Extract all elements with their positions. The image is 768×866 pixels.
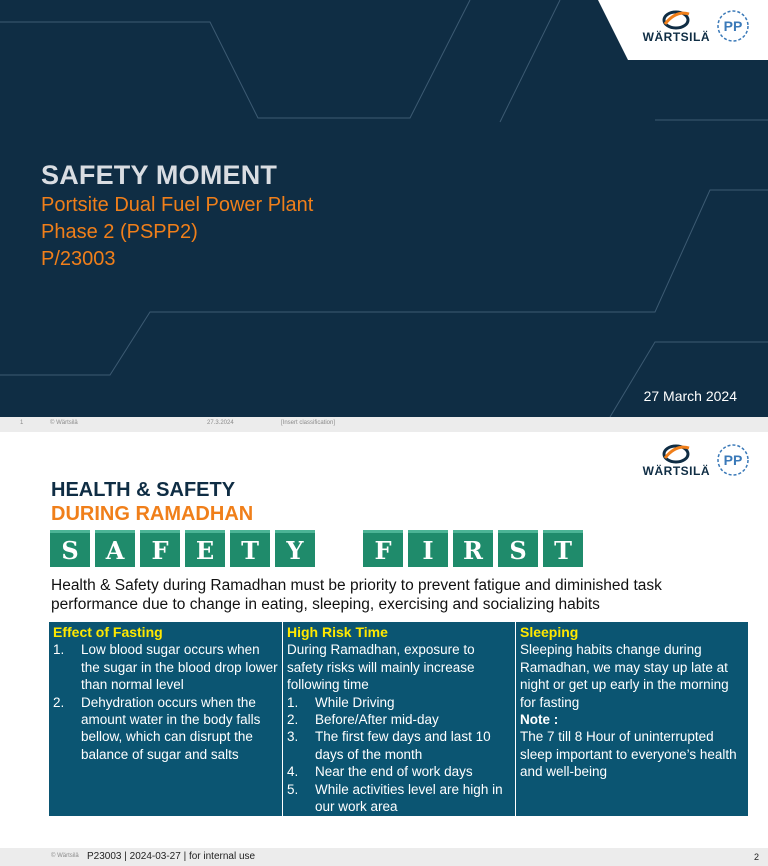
wartsila-wordmark: WÄRTSILÄ [642,464,710,478]
subtitle-line-3: P/23003 [41,248,116,270]
heading-health-safety: HEALTH & SAFETY [51,479,236,501]
intro-line-1: Health & Safety during Ramadhan must be priority to prevent fatigue and diminished task [51,577,662,594]
column-intro: During Ramadhan, exposure to safety risks will mainly increase following time [287,642,475,693]
wartsila-logo [643,8,710,44]
banner-tile: A [95,530,135,567]
footer-copyright: © Wärtsilä [51,853,79,859]
column-effect-of-fasting [49,622,283,816]
column-high-risk-time [283,622,516,816]
list-item: 3. The first few days and last 10 days of the month [287,729,491,762]
wartsila-wordmark: WÄRTSILÄ [642,30,710,44]
pp-logo-icon [716,443,750,477]
wartsila-logo-icon [661,8,691,32]
heading-ramadhan: DURING RAMADHAN [51,503,254,525]
svg-text:PP: PP [723,452,743,468]
banner-tile: E [185,530,225,567]
banner-tile: T [543,530,583,567]
wartsila-logo [643,442,710,478]
banner-tile: I [408,530,448,567]
strip-copyright: © Wärtsilä [50,420,78,426]
list-item: 2. Dehydration occurs when the amount water in the body falls bellow, which can disrupt the balance of sugar and salts [53,694,261,762]
intro-line-2: performance due to change in eating, sleeping, exercising and socializing habits [51,596,600,613]
column-header: Effect of Fasting [53,624,163,640]
logo-group [643,8,750,44]
list-item: 1. Low blood sugar occurs when the sugar in the blood drop lower than normal level [53,642,278,693]
svg-text:PP: PP [723,18,743,34]
list-item: 1. While Driving [287,694,395,710]
note-label: Note : [520,712,559,728]
strip-date: 27.3.2024 [207,420,234,426]
banner-tile: Y [275,530,315,567]
wartsila-logo-icon [661,442,691,466]
sleeping-text: Sleeping habits change during Ramadhan, we may stay up late at night or get up early in the morning for fasting [520,642,729,710]
logo-group-2 [643,442,750,478]
info-table [49,622,748,816]
banner-tile: F [363,530,403,567]
strip-page: 1 [20,420,24,426]
banner-tile: R [453,530,493,567]
column-header: Sleeping [520,624,579,640]
note-text: The 7 till 8 Hour of uninterrupted sleep important to everyone’s health and well-being [520,729,737,780]
banner-tile: T [230,530,270,567]
slide1-footer [0,417,768,432]
list-item: 5. While activities level are high in our work area [287,781,503,815]
banner-spacer [320,530,358,567]
safety-first-banner [50,530,583,567]
footer-text: P23003 | 2024-03-27 | for internal use [87,851,256,862]
intro-text [51,576,731,614]
list-item: 4. Near the end of work days [287,764,473,780]
banner-tile: F [140,530,180,567]
subtitle-line-1: Portsite Dual Fuel Power Plant [41,194,314,216]
strip-classification: [Insert classification] [281,420,336,426]
slide-date: 27 March 2024 [643,388,737,404]
page-number: 2 [753,852,759,862]
pp-logo-icon [716,9,750,43]
banner-tile: S [50,530,90,567]
title-slide [0,0,768,417]
slide2-footer [0,848,768,866]
column-header: High Risk Time [287,624,388,640]
fasting-effects-list [53,641,278,763]
banner-tile: S [498,530,538,567]
column-sleeping [516,622,748,816]
subtitle-line-2: Phase 2 (PSPP2) [41,221,198,243]
risk-times-list [287,694,511,816]
list-item: 2. Before/After mid-day [287,712,439,728]
slide-title: SAFETY MOMENT [41,160,278,190]
